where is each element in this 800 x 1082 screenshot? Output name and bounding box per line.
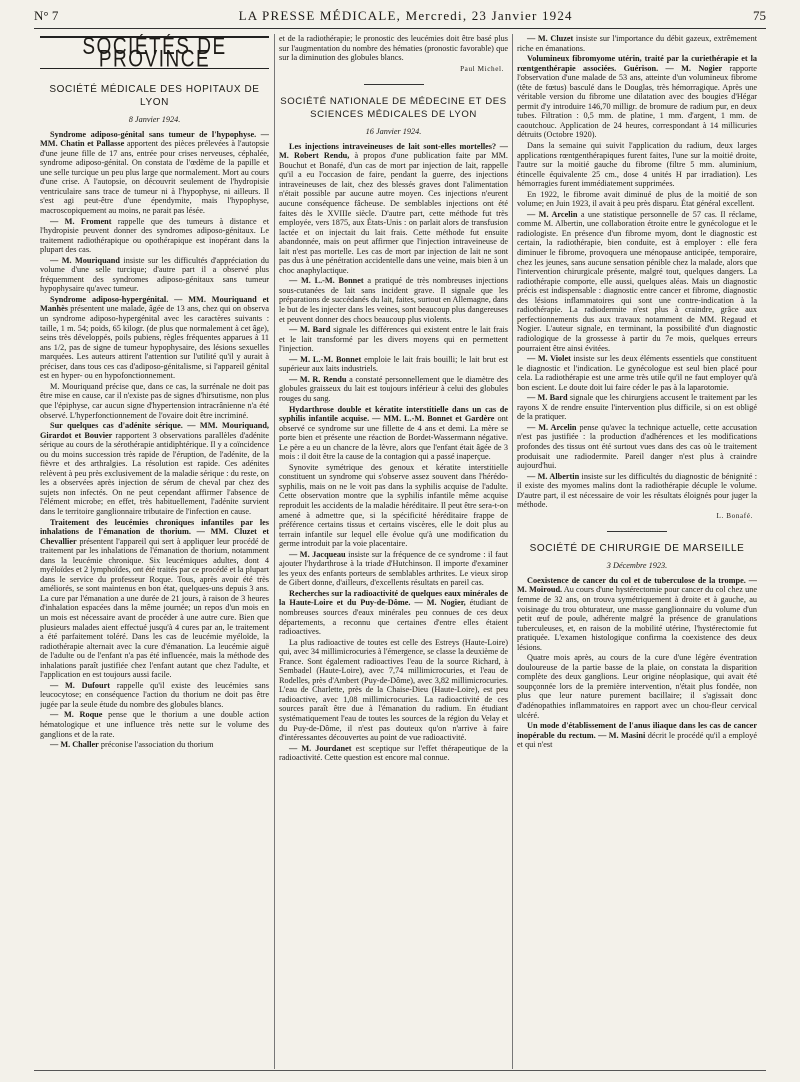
paragraph-text: insiste sur les deux éléments essentiels que constituent le diagnostic et l'indication. Le gynécologue est seul bien placé pour cela. La radiothérapie est une arme très utile qu'il ne faut employer qu'à bon escient. Le doute doit lui faire céder le pas à la laparotomie. bbox=[517, 354, 757, 392]
paragraph bbox=[517, 354, 757, 392]
paragraph bbox=[40, 421, 269, 516]
paragraph-lead: Sur quelques cas d'adénite sérique. — MM. Mouriquand, Girardot et Bouvier bbox=[40, 421, 269, 440]
paragraph-text: est sceptique sur l'effet thérapeutique de la radioactivité. Cette question est encore mal connue. bbox=[279, 743, 508, 763]
article-body bbox=[40, 130, 269, 750]
paragraph bbox=[517, 472, 757, 510]
paragraph-text: à propos d'une publication faite par MM. Bouchut et Bonafé, d'un cas de mort par injection de lait, rappelle qu'il a eu l'occasion de faire, pendant la guerre, des injections intraveineuses de lait, chez des blessés graves dont l'alimentation n'était possible par aucune autre moyen. Ces injections n'eurent aucune conséquence fâcheuse. De semblables injections ont été faites dès le XVIIIe siècle. D'autre part, cette méthode fut très employée, vers 1875, aux États-Unis : on parlait alors de transfusion lactée et on injectait du lait frais. Cette méthode fut ensuite abandonnée, mais on peut affirmer que l'injection intraveineuse de lait n'est pas mortelle. Les cas de mort par injection de lait ne sont pas dus à une pénétration accidentelle dans une veine, mais bien à un choc anaphylactique. bbox=[279, 151, 508, 275]
society-title: SOCIÉTÉ NATIONALE DE MÉDECINE ET DES SCIENCES MÉDICALES DE LYON bbox=[280, 96, 507, 121]
paragraph-text: En 1922, le fibrome avait diminué de plus de la moitié de son volume; en Juin 1923, il avait à peu près disparu. État général excellent. bbox=[517, 189, 757, 209]
session-date: 3 Décembre 1923. bbox=[606, 561, 668, 571]
paragraph-text: a une statistique personnelle de 57 cas. Il réclame, comme M. Albertin, une collaboration étroite entre le gynécologue et le radiologiste. En présence d'un fibrome myom, dont le diagnostic est certain, la radiothérapie, bien conduite, est à employer : elle fera diminuer le fibrome, provoquera une ménopause anticipée, temporaire, chez les jeunes, sans aucune sensation pénible chez la malade, alors que l'intervention chirurgicale présente, malgré tout, quelques dangers. La radiothérapie comporte, elle aussi, quelques aléas. Mais un diagnostic précis est indispensable : diagnostic entre cancer et fibrome, diagnostic des lésions inflammatoires qui sont une contre-indication à la radiothérapie. La radiodermite n'est plus à craindre, grâce aux perfectionnements dus aux travaux notamment de MM. Regaud et Nogier. L'auteur signale, en terminant, la possibilité d'un diagnostic radiologique de la grossesse à partir du 7e mois, quelques erreurs pourraient être ainsi évitées. bbox=[517, 209, 757, 353]
paragraph-text: a constaté personnellement que le diamètre des globules graisseux du lait est toujours inférieur à celui des globules rouges du sang. bbox=[279, 374, 508, 403]
paragraph-text: pense qu'avec la technique actuelle, cette accusation n'est pas justifiée : la production d'adhérences et les modifications profondes des tissus ont été surtout vues dans des cas où le traitement produisait une radiodermite. Pareil danger n'est plus à craindre aujourd'hui. bbox=[517, 422, 757, 471]
paragraph-text: insiste sur les difficultés d'appréciation du volume d'une selle turcique; d'autre part il a observé plus fréquemment des syndromes adiposo-génitaux sans tumeur hypophysaire qu'avec tumeur. bbox=[40, 255, 269, 294]
paragraph-text: Quatre mois après, au cours de la cure d'une légère éventration douloureuse de la partie basse de la plaie, on constata la disparition complète des deux ganglions. Leur origine néoplasique, qui avait été soupçonnée lors de la première intervention, n'était plus fondée, non plus que leur nature purement bacillaire; il s'agissait donc d'adénopathies inflammatoires en rapport avec un chou-fleur cervical ulcéré. bbox=[517, 653, 757, 720]
paragraph bbox=[517, 721, 757, 750]
paragraph bbox=[517, 190, 757, 209]
paragraph-text: apportent des pièces prélevées à l'autopsie d'une jeune fille de 17 ans, entrée pour crises nerveuses, céphalée, syndrome adiposo-génital. On constata de l'œdème de la papille et une selle turcique un peu plus large que normalement. Mort au cours d'une crise. A l'autopsie, on découvrit seulement de l'hydropisie ventriculaire sans trace de tumeur ni à l'hypophyse, ni ailleurs. Il s'est agi peut-être d'une épendymite, mais l'hypophyse, macroscopiquement au moins, ne parait pas lésée. bbox=[40, 139, 269, 216]
paragraph-lead: — M. Froment bbox=[50, 216, 112, 226]
paragraph bbox=[40, 710, 269, 739]
paragraph bbox=[517, 576, 757, 652]
footer-rule bbox=[34, 1070, 766, 1071]
paragraph-text: présentent l'appareil qui sert à appliquer leur procédé de traitement par les inhalations de l'émanation de thorium, notamment dans la leucémie chronique. Six leucémiques adultes, dont 4 myéloïdes et 2 lymphoïdes, ont été traités par ce procédé et la plupart dans le service du professeur Roque. Tous, après avoir été très améliorés, se sont maintenus en bon état, quelques-uns depuis 3 ans. La cure par l'émanation a une durée de 21 jours, à raison de 3 heures d'inhalation espacées dans la même journée; un repos d'un mois en un mois est nécessaire avant de procéder à une autre cure. Bien que plusieurs malades aient effectué jusqu'à 4 cures par an, le traitement a été parfaitement toléré. Dans les cas de leucémie myéloïde, la radiothérapie alternait avec la cure d'émanation. La leucémie aiguë de l'adulte ou de l'enfant n'a pas été influencée, mais la méthode des inhalations paraît justifiée chez l'enfant autant que chez l'adulte, et l'application en est toujours aussi facile. bbox=[40, 536, 269, 680]
paragraph-lead: Recherches sur la radioactivité de quelques eaux minérales de la Haute-Loire et du Puy-de-Dôme. — M. Nogier, bbox=[279, 588, 508, 608]
paragraph bbox=[279, 355, 508, 374]
paragraph-lead: — M. Challer bbox=[50, 740, 99, 750]
paragraph-lead: — M. Cluzet bbox=[527, 34, 574, 43]
paragraph-lead: — M. Arcelin bbox=[527, 209, 578, 219]
paragraph-text: signale que les chirurgiens accusent le traitement par les rayons X de rendre ensuite l'intervention plus difficile, si on est obligé de la pratiquer. bbox=[517, 393, 757, 422]
paragraph-text: emploie le lait frais bouilli; le lait brut est supérieur aux laits industriels. bbox=[279, 354, 508, 374]
paragraph bbox=[40, 130, 269, 216]
article-body bbox=[279, 142, 508, 763]
column-2 bbox=[279, 34, 508, 1069]
paragraph-lead: — M. L.-M. Bonnet bbox=[289, 354, 362, 364]
session-date: 16 Janvier 1924. bbox=[365, 127, 422, 137]
paragraph-lead: — M. Albertin bbox=[527, 471, 580, 481]
society-title: SOCIÉTÉ MÉDICALE DES HOPITAUX DE LYON bbox=[49, 84, 260, 109]
paragraph bbox=[517, 393, 757, 422]
paragraph-lead: — M. Jacqueau bbox=[289, 549, 346, 559]
paragraph bbox=[517, 653, 757, 720]
paragraph-text: insiste sur la fréquence de ce syndrome : il faut ajouter l'hydarthrose à la triade d'Hutchinson. Il importe d'examiner les yeux des enfants porteurs de semblables arthrites. Le vieux sirop de Gibert donne, d'ailleurs, d'excellents résultats en pareil cas. bbox=[279, 549, 508, 588]
column-separator bbox=[274, 34, 275, 1069]
paragraph bbox=[279, 375, 508, 404]
column-3 bbox=[517, 34, 757, 1069]
paragraph-lead: — M. Mouriquand bbox=[50, 255, 120, 265]
page-number: 75 bbox=[752, 8, 766, 23]
paragraph bbox=[517, 54, 757, 140]
running-title: LA PRESSE MÉDICALE, Mercredi, 23 Janvier 1924 bbox=[238, 8, 573, 23]
paragraph-text: Au cours d'une hystérectomie pour cancer du col chez une femme de 32 ans, on trouva symétriquement à droite et à gauche, au voisinage du trou obturateur, une masse ganglionnaire du volume d'un petit œuf de poule, adhérente malgré la présence de granulations tuberculeuses, et, en raison de la mobilité utérine, l'hystérectomie fut pratiquée. L'examen histologique confirma la coexistence des deux lésions. bbox=[517, 585, 757, 652]
paragraph-lead: Coexistence de cancer du col et de tuberculose de la trompe. — M. Moiroud. bbox=[517, 575, 757, 595]
paragraph-text: pense que le thorium a une double action hématologique et une influence très nette sur le volume des ganglions et de la rate. bbox=[40, 710, 269, 739]
paragraph bbox=[279, 276, 508, 324]
paragraph-lead: — M. Arcelin bbox=[527, 422, 577, 432]
article-body bbox=[517, 576, 757, 750]
paragraph-lead: — M. R. Rendu bbox=[289, 374, 347, 384]
section-banner bbox=[40, 34, 269, 73]
paragraph-text: signale les différences qui existent entre le lait frais et le lait transformé par les divers moyens qui en permettent l'injection. bbox=[279, 325, 508, 354]
issue-number: N° 7 bbox=[34, 8, 59, 23]
paragraph-text: rappelle qu'il existe des leucémies sans leucocytose; en conséquence l'action du thorium ne doit pas être jugée par la seule étude du nombre des globules blancs. bbox=[40, 680, 269, 709]
paragraph-text: ont observé ce syndrome sur une fillette de 4 ans et demi. La mère se porte bien et présente une réaction de Bordet-Wassermann négative. Le père a eu un chancre de la lèvre, alors que l'enfant était âgée de 3 mois : il doit être la cause de la contagion qui a passé inaperçue. bbox=[279, 414, 508, 462]
paragraph-lead: — M. L.-M. Bonnet bbox=[289, 276, 364, 286]
paragraph bbox=[40, 382, 269, 420]
signature: L. Bonafé. bbox=[716, 511, 753, 520]
paragraph-lead: Volumineux fibromyome utérin, traité par la curiethérapie et la rœntgenthérapie associées. Guérison. — M. Nogier bbox=[517, 54, 757, 73]
paragraph-lead: — M. Bard bbox=[289, 325, 331, 335]
section-title: SOCIÉTÉS DE PROVINCE bbox=[82, 34, 227, 73]
paragraph-lead: — M. Dufourt bbox=[50, 680, 111, 690]
paragraph bbox=[517, 34, 757, 53]
signature: Paul Michel. bbox=[460, 64, 504, 73]
society-title: SOCIÉTÉ DE CHIRURGIE DE MARSEILLE bbox=[529, 543, 745, 555]
paragraph bbox=[279, 325, 508, 354]
paragraph-lead: — M. Violet bbox=[527, 354, 571, 364]
paragraph-text: insiste sur les difficultés du diagnostic de bénignité : il existe des myomes malins dont la radiothérapie décuple le volume. D'autre part, il est nécessaire de voir les résultats éloignés pour juger la méthode. bbox=[517, 471, 757, 510]
paragraph-text: La plus radioactive de toutes est celle des Estreys (Haute-Loire) qui, avec 34 millimicrocuries à l'émergence, se classe la deuxième de France. Sont également radioactives l'eau de la source Richard, à Sembadel (Haute-Loire), avec 7,74 millimicrocuries, et l'eau de Rodelles, près d'Ambert (Puy-de-Dôme), avec 3,82 millimicrocuries. L'eau de Charlette, près de la Chaise-Dieu (Haute-Loire), est peu radioactive, avec 1,08 millimicrocuries. La radioactivité de ces sources paraît être due à l'émanation du radium. En étudiant systématiquement l'eau de toutes les sources de la région du Velay et du Puy-de-Dôme, il n'est pas douteux qu'on n'arrive à faire d'intéressantes découvertes au point de vue radioactivité. bbox=[279, 637, 508, 743]
article-body bbox=[517, 34, 757, 510]
section-divider bbox=[364, 84, 424, 85]
header-rule bbox=[34, 28, 766, 29]
paragraph-text: Synovite symétrique des genoux et kératite interstitielle constituent un syndrome qui s'observe assez souvent dans l'hérédo-syphilis, mais on ne le voit pas dans la syphilis acquise de l'adulte. Cette observation montre que la syphilis infantile même acquise reproduit les accidents de la maladie héréditaire. Il peut être sera-t-on amené à admettre que, si la spécificité héréditaire frappe de préférence certains tissus et certains viscères, elle le doit plus au terrain infantile sur lequel elle évolue qu'à une modification du germe introduit par la voie placentaire. bbox=[279, 462, 508, 549]
paragraph-text: Dans la semaine qui suivit l'application du radium, deux larges applications rœntgenthérapiques furent faites, l'une sur la moitié droite, l'autre sur la moitié gauche du fibrome (filtre 5 mm. aluminium, étincelle équivalente 25 cm., dose 4 unités H par irradiation). Les hémorragies furent immédiatement supprimées. bbox=[517, 141, 757, 189]
paragraph bbox=[40, 256, 269, 294]
paragraph-text: rapportent 3 observations parallèles d'adénite sérique au cours de la sérothérapie antidiphtérique. Il y a coïncidence ou du moins succession très rapide de l'éruption, de l'adénite, de la fièvre et des arthralgies. La résolution est rapide. Ces adénites relèvent à peu près exclusivement de la maladie sérique : du reste, on les a observées après injection de sérum de cheval par chez des sujets non infectés. On ne peut cependant affirmer l'absence de l'élément microbe; en effet, très habituellement, l'adénite survient dans le territoire ganglionnaire tributaire de l'infection en cause. bbox=[40, 430, 269, 516]
continued-paragraph: et de la radiothérapie; le pronostic des leucémies doit être basé plus sur l'augmentation du nombre des hématies (pronostic favorable) que sur la diminution des globules blancs. bbox=[279, 34, 508, 63]
paragraph bbox=[517, 141, 757, 189]
paragraph-text: rappelle que des tumeurs à distance et l'hydropisie peuvent donner des syndromes adiposo-génitaux. Le traitement radiothérapique ou opothérapique est inopérant dans la plupart des cas. bbox=[40, 216, 269, 255]
paragraph bbox=[517, 423, 757, 471]
paragraph-text: préconise l'association du thorium bbox=[98, 740, 214, 750]
paragraph-text: étudiant de nombreuses sources d'eaux minérales peu connues de ces deux départements, a reconnu que certaines d'entre elles étaient radioactives. bbox=[279, 598, 508, 637]
section-divider bbox=[607, 531, 667, 532]
paragraph-text: M. Mouriquand précise que, dans ce cas, la surrénale ne doit pas être mise en cause, car il n'existe pas de signes d'hirsutisme, non plus que l'épiphyse, car aucun signe d'hypertension intracrânienne n'a été observé. L'hyperfonctionnement de l'ovaire doit être incriminé. bbox=[40, 381, 269, 420]
paragraph-lead: Traitement des leucémies chroniques infantiles par les inhalations de l'émanation de thorium. — MM. Cluzet et Chevallier bbox=[40, 517, 269, 546]
paragraph-lead: Syndrome adiposo-hypergénital. — MM. Mouriquand et Manhès bbox=[40, 294, 269, 314]
session-date: 8 Janvier 1924. bbox=[128, 115, 181, 125]
paragraph bbox=[279, 463, 508, 549]
paragraph bbox=[279, 405, 508, 462]
column-separator bbox=[512, 34, 513, 1069]
column-1 bbox=[40, 34, 269, 1069]
paragraph-text: insiste sur l'importance du débit gazeux, extrêmement riche en émanations. bbox=[517, 34, 757, 53]
paragraph-lead: Hydarthrose double et kératite interstitielle dans un cas de syphilis infantile acquise. — MM. L.-M. Bonnet et Gardère bbox=[279, 404, 508, 424]
paragraph bbox=[279, 142, 508, 276]
paragraph-lead: Syndrome adiposo-génital sans tumeur de l'hypophyse. — MM. Chatin et Pallasse bbox=[40, 129, 269, 149]
paragraph-lead: — M. Bard bbox=[527, 393, 568, 403]
paragraph-text: présentent une malade, âgée de 13 ans, chez qui on observa un syndrome adiposo-hypergénital avec les caractères suivants : taille, 1 m. 54; poids, 65 kilogr. (de plus que normalement à cet âge), seins très développés, poils pubiens, règles fréquentes apparues à 11 ans 1/2, pas de signe de tumeur hypophysaire, des lésions sexuelles marquées. Les auteurs attirent l'attention sur l'utilité qu'il y aurait à préciser, dans tous ces cas d'adiposo-génitalisme, si l'appareil génital est en hyper- ou en hypofonctionnement. bbox=[40, 304, 269, 381]
paragraph-lead: — M. Roque bbox=[50, 710, 103, 720]
running-header bbox=[34, 8, 766, 30]
paragraph bbox=[279, 550, 508, 588]
paragraph-text: décrit le procédé qu'il a employé et qui n'est bbox=[517, 730, 757, 750]
paragraph bbox=[279, 589, 508, 637]
paragraph bbox=[40, 681, 269, 710]
paragraph bbox=[40, 518, 269, 680]
paragraph bbox=[40, 740, 269, 750]
paragraph bbox=[279, 638, 508, 743]
paragraph-lead: Un mode d'établissement de l'anus iliaque dans les cas de cancer inopérable du rectum. — M. Masini bbox=[517, 721, 757, 740]
paragraph bbox=[279, 744, 508, 763]
paragraph-text: a pratiqué de très nombreuses injections sous-cutanées de lait sans incident grave. Il signale que les préparations de succédanés du lait, faites, surtout en Allemagne, dans le but de les injecter dans les veines, sont beaucoup plus dangereuses et peuvent donner des chocs beaucoup plus violents. bbox=[279, 276, 508, 324]
paragraph bbox=[517, 210, 757, 353]
paragraph-lead: Les injections intraveineuses de lait sont-elles mortelles? — M. Robert Rendu, bbox=[279, 141, 508, 161]
paragraph bbox=[40, 217, 269, 255]
paragraph-lead: — M. Jourdanet bbox=[289, 743, 352, 753]
paragraph-text: rapporte l'observation d'une malade de 53 ans, atteinte d'un volumineux fibrome (tête de fœtus) basculé dans le Douglas, très hémorragique. Après une véritable version du fibrome une dilatation avec des bougies d'Hégar permit d'y introduire 146,70 milligr. de bromure de radium pur, en deux tubes. Filtration : 0,5 mm. de platine, 1 mm. d'argent, 1 mm. de caoutchouc. Application de 24 heures, correspondant à 14 millicuries détruits (Octobre 1920). bbox=[517, 63, 757, 140]
paragraph bbox=[40, 295, 269, 381]
